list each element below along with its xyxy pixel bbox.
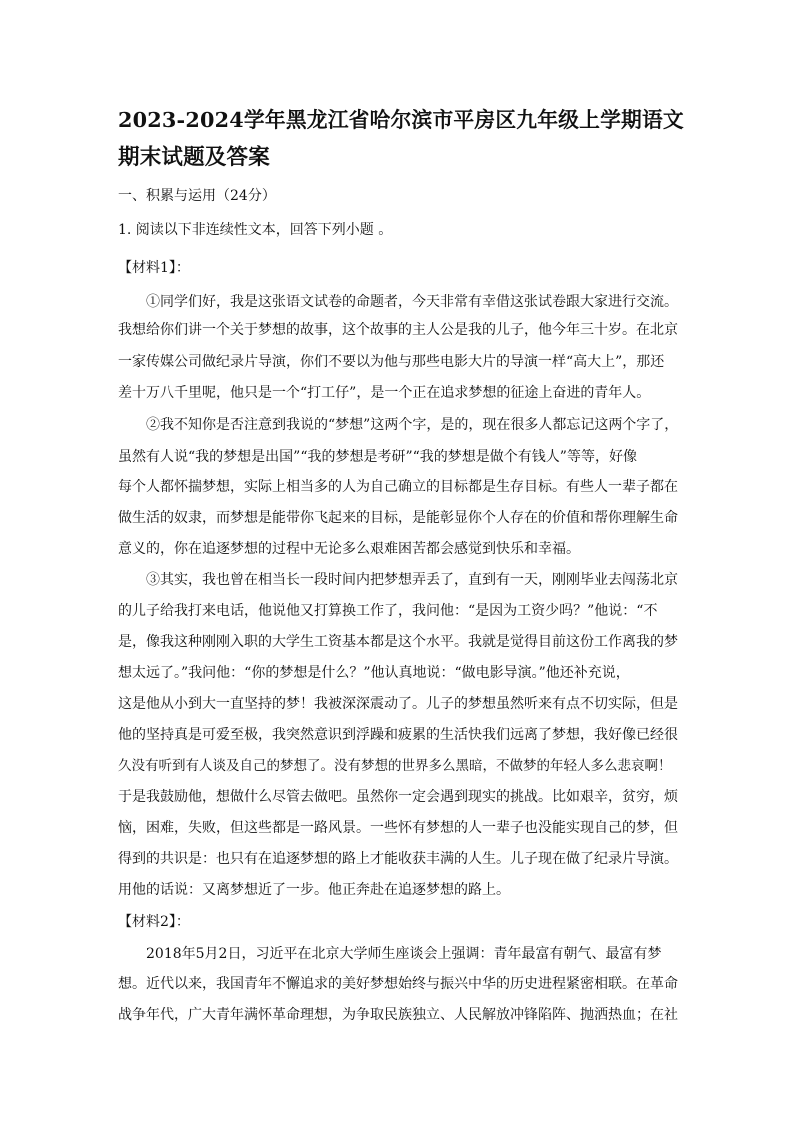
paragraph-line: 意义的，你在追逐梦想的过程中无论多么艰难困苦都会感觉到快乐和幸福。 — [118, 541, 580, 557]
paragraph-line: 用他的话说：又离梦想近了一步。他正奔赴在追逐梦想的路上。 — [118, 882, 510, 898]
material-2-label: 【材料2】： — [118, 914, 190, 930]
document-title-line-2: 期末试题及答案 — [118, 145, 270, 170]
paragraph-line: ②我不知你是否注意到我说的“梦想”这两个字，是的，现在很多人都忘记这两个字了， — [146, 417, 678, 433]
section-heading: 一、积累与运用（24分） — [118, 188, 276, 204]
paragraph-line: 战争年代，广大青年满怀革命理想，为争取民族独立、人民解放冲锋陷阵、抛洒热血；在社 — [118, 1007, 678, 1023]
paragraph-line: 是，像我这种刚刚入职的大学生工资基本都是这个水平。我就是觉得目前这份工作离我的梦 — [118, 634, 678, 650]
paragraph-line: 想太远了。”我问他：“你的梦想是什么？”他认真地说：“做电影导演。”他还补充说， — [118, 665, 630, 681]
paragraph-line: 得到的共识是：也只有在追逐梦想的路上才能收获丰满的人生。儿子现在做了纪录片导演。 — [118, 851, 678, 867]
paragraph-line: 差十万八千里呢，他只是一个“打工仔”，是一个正在追求梦想的征途上奋进的青年人。 — [118, 385, 651, 401]
material-1-label: 【材料1】： — [118, 260, 190, 276]
paragraph-line: 恼，困难，失败，但这些都是一路风景。一些怀有梦想的人一辈子也没能实现自己的梦，但 — [118, 820, 678, 836]
paragraph-line: 他的坚持真是可爱至极，我突然意识到浮躁和疲累的生活快我们远离了梦想，我好像已经很 — [118, 727, 678, 743]
paragraph-line: 想。近代以来，我国青年不懈追求的美好梦想始终与振兴中华的历史进程紧密相联。在革命 — [118, 976, 678, 992]
question-prompt: 1. 阅读以下非连续性文本，回答下列小题 。 — [118, 222, 393, 238]
paragraph-line: 我想给你们讲一个关于梦想的故事，这个故事的主人公是我的儿子，他今年三十岁。在北京 — [118, 322, 678, 338]
paragraph-line: 这是他从小到大一直坚持的梦！我被深深震动了。儿子的梦想虽然听来有点不切实际，但是 — [118, 696, 678, 712]
paragraph-line: 的儿子给我打来电话，他说他又打算换工作了，我问他：“是因为工资少吗？”他说：“不 — [118, 603, 658, 619]
paragraph-line: 于是我鼓励他，想做什么尽管去做吧。虽然你一定会遇到现实的挑战。比如艰辛，贫穷，烦 — [118, 789, 678, 805]
paragraph-line: 虽然有人说“我的梦想是出国”“我的梦想是考研”“我的梦想是做个有钱人”等等，好像 — [118, 449, 637, 465]
paragraph-line: 久没有听到有人谈及自己的梦想了。没有梦想的世界多么黑暗，不做梦的年轻人多么悲哀啊！ — [118, 758, 672, 774]
paragraph-line: ①同学们好，我是这张语文试卷的命题者，今天非常有幸借这张试卷跟大家进行交流。 — [146, 294, 678, 310]
paragraph-line: 2018年5月2日，习近平在北京大学师生座谈会上强调：青年最富有朝气、最富有梦 — [146, 946, 662, 962]
paragraph-line: ③其实，我也曾在相当长一段时间内把梦想弄丢了，直到有一天，刚刚毕业去闯荡北京 — [146, 572, 678, 588]
paragraph-line: 做生活的奴隶，而梦想是能带你飞起来的目标，是能彰显你个人存在的价值和帮你理解生命 — [118, 510, 678, 526]
paragraph-line: 每个人都怀揣梦想，实际上相当多的人为自己确立的目标都是生存目标。有些人一辈子都在 — [118, 479, 678, 495]
document-title-line-1: 2023-2024学年黑龙江省哈尔滨市平房区九年级上学期语文 — [118, 108, 684, 132]
paragraph-line: 一家传媒公司做纪录片导演，你们不要以为他与那些电影大片的导演一样“高大上”，那还 — [118, 354, 665, 370]
